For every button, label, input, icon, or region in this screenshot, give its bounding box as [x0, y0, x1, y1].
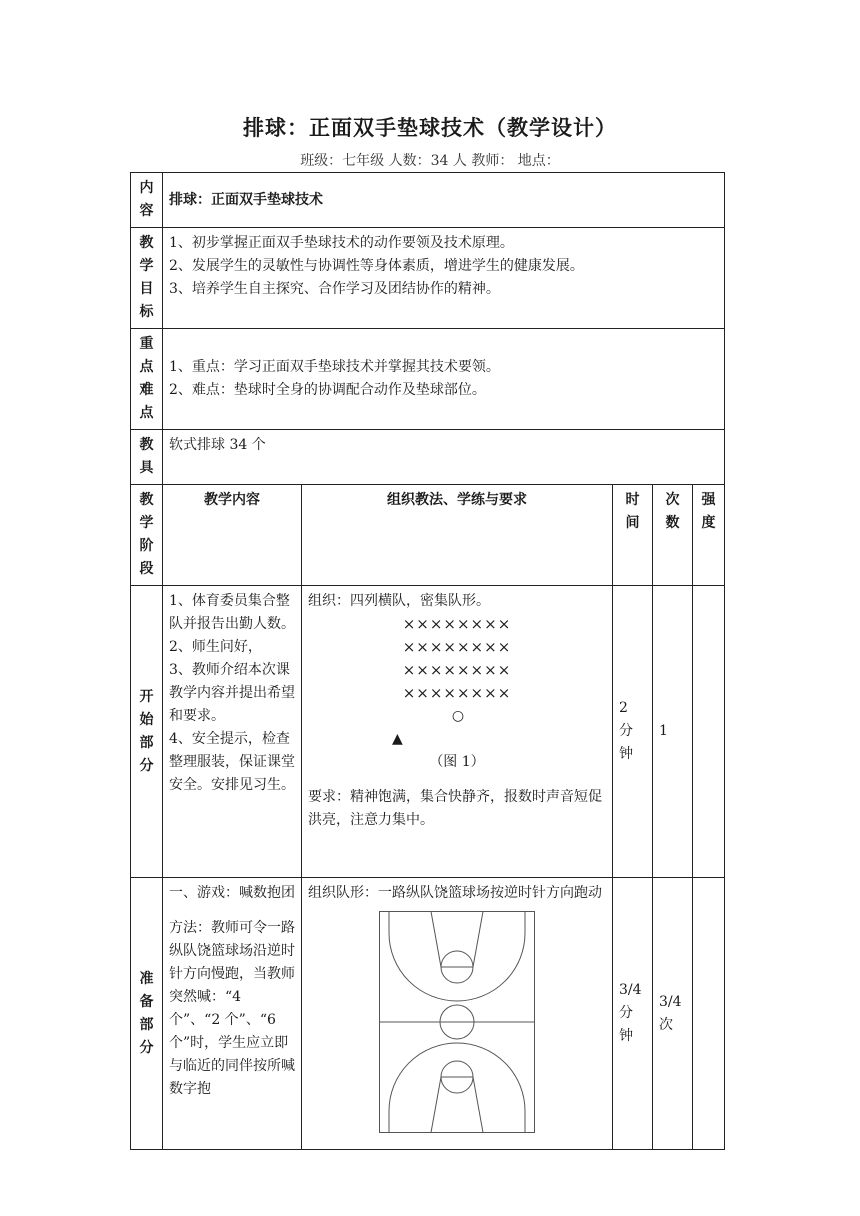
stage-label-text: 开始部分 — [139, 688, 154, 774]
row-label-text: 教学目标 — [139, 235, 154, 320]
teacher-symbol: ○ — [451, 708, 465, 724]
content-item: 3、教师介绍本次课教学内容并提出希望和要求。 — [169, 662, 295, 724]
stage-content-prep — [163, 878, 302, 1150]
stage-time-start — [613, 586, 653, 878]
equipment-text: 软式排球 34 个 — [169, 437, 266, 453]
figure-caption: （图 1） — [429, 754, 485, 770]
content-cell — [163, 173, 725, 228]
stage-intensity-start — [693, 586, 725, 878]
row-label-text: 教具 — [139, 437, 154, 476]
method-intro: 组织队形：一路纵队饶篮球场按逆时针方向跑动 — [308, 885, 602, 901]
row-equipment — [131, 430, 725, 485]
three-point-arc-bottom — [389, 1043, 525, 1132]
formation-row: ×××××××× — [402, 615, 512, 633]
stage-method-prep — [302, 878, 613, 1150]
header-text: 教学阶段 — [139, 492, 154, 577]
stage-method-start — [302, 586, 613, 878]
stage-intensity-prep — [693, 878, 725, 1150]
header-text: 组织教法、学练与要求 — [387, 492, 527, 508]
keypoints-cell — [163, 329, 725, 430]
row-label-goals — [131, 228, 163, 329]
row-label-content — [131, 173, 163, 228]
goal-item: 3、培养学生自主探究、合作学习及团结协作的精神。 — [169, 281, 500, 297]
requirement-text: 要求：精神饱满，集合快静齐，报数时声音短促洪亮，注意力集中。 — [308, 789, 602, 828]
method-intro: 组织：四列横队，密集队形。 — [308, 593, 490, 609]
count-text: 1 — [659, 723, 668, 739]
row-keypoints — [131, 329, 725, 430]
triangle-symbol: ▲ — [392, 731, 403, 747]
formation-row: ×××××××× — [402, 638, 512, 656]
header-text: 强度 — [701, 492, 716, 531]
equipment-cell — [163, 430, 725, 485]
stage-label-prep — [131, 878, 163, 1150]
count-text: 3/4 次 — [659, 993, 682, 1033]
stage-content-start — [163, 586, 302, 878]
stage-count-start — [653, 586, 693, 878]
spacer — [169, 905, 295, 917]
header-text: 次数 — [665, 492, 680, 531]
header-time — [613, 485, 653, 586]
lesson-plan-table — [130, 172, 725, 1150]
header-count — [653, 485, 693, 586]
row-content — [131, 173, 725, 228]
row-label-text: 内容 — [139, 180, 154, 219]
stage-time-prep — [613, 878, 653, 1150]
page-subtitle: 班级：七年级 人数：34 人 教师： 地点： — [300, 153, 560, 169]
content-title: 一、游戏：喊数抱团 — [169, 885, 295, 901]
stage-label-start — [131, 586, 163, 878]
goal-item: 2、发展学生的灵敏性与协调性等身体素质，增进学生的健康发展。 — [169, 258, 584, 274]
table-header-row — [131, 485, 725, 586]
content-item: 2、师生问好， — [169, 639, 262, 655]
content-text: 排球：正面双手垫球技术 — [169, 191, 323, 208]
row-goals — [131, 228, 725, 329]
header-stage — [131, 485, 163, 586]
stage-row-prep — [131, 878, 725, 1150]
header-content — [163, 485, 302, 586]
goals-cell — [163, 228, 725, 329]
key-bottom — [431, 1077, 483, 1133]
key-top — [431, 912, 483, 968]
page-title: 排球：正面双手垫球技术（教学设计） — [243, 116, 617, 140]
formation-row: ×××××××× — [402, 661, 512, 679]
keypoint-item: 2、难点：垫球时全身的协调配合动作及垫球部位。 — [169, 382, 486, 398]
content-method: 方法：教师可令一路纵队饶篮球场沿逆时针方向慢跑，当教师突然喊：“4 个”、“2 个”、“6 个”时，学生应立即与临近的同伴按所喊数字抱 — [169, 920, 295, 1097]
header-text: 时间 — [625, 492, 640, 531]
goal-item: 1、初步掌握正面双手垫球技术的动作要领及技术原理。 — [169, 235, 514, 251]
content-item: 4、安全提示，检查整理服装，保证课堂安全。安排见习生。 — [169, 731, 295, 793]
row-label-text: 重点难点 — [139, 336, 154, 421]
stage-count-prep — [653, 878, 693, 1150]
header-method — [302, 485, 613, 586]
formation-row: ×××××××× — [402, 684, 512, 702]
three-point-arc-top — [389, 912, 525, 1001]
time-text: 3/4 分钟 — [619, 982, 642, 1044]
row-label-equipment — [131, 430, 163, 485]
basketball-court-diagram — [379, 911, 535, 1133]
header-intensity — [693, 485, 725, 586]
header-text: 教学内容 — [204, 492, 260, 508]
stage-label-text: 准备部分 — [139, 970, 154, 1056]
content-item: 1、体育委员集合整队并报告出勤人数。 — [169, 593, 295, 632]
row-label-keypoints — [131, 329, 163, 430]
spacer — [308, 774, 606, 786]
stage-row-start — [131, 586, 725, 878]
keypoint-item: 1、重点：学习正面双手垫球技术并掌握其技术要领。 — [169, 359, 500, 375]
time-text: 2 分钟 — [619, 700, 633, 762]
